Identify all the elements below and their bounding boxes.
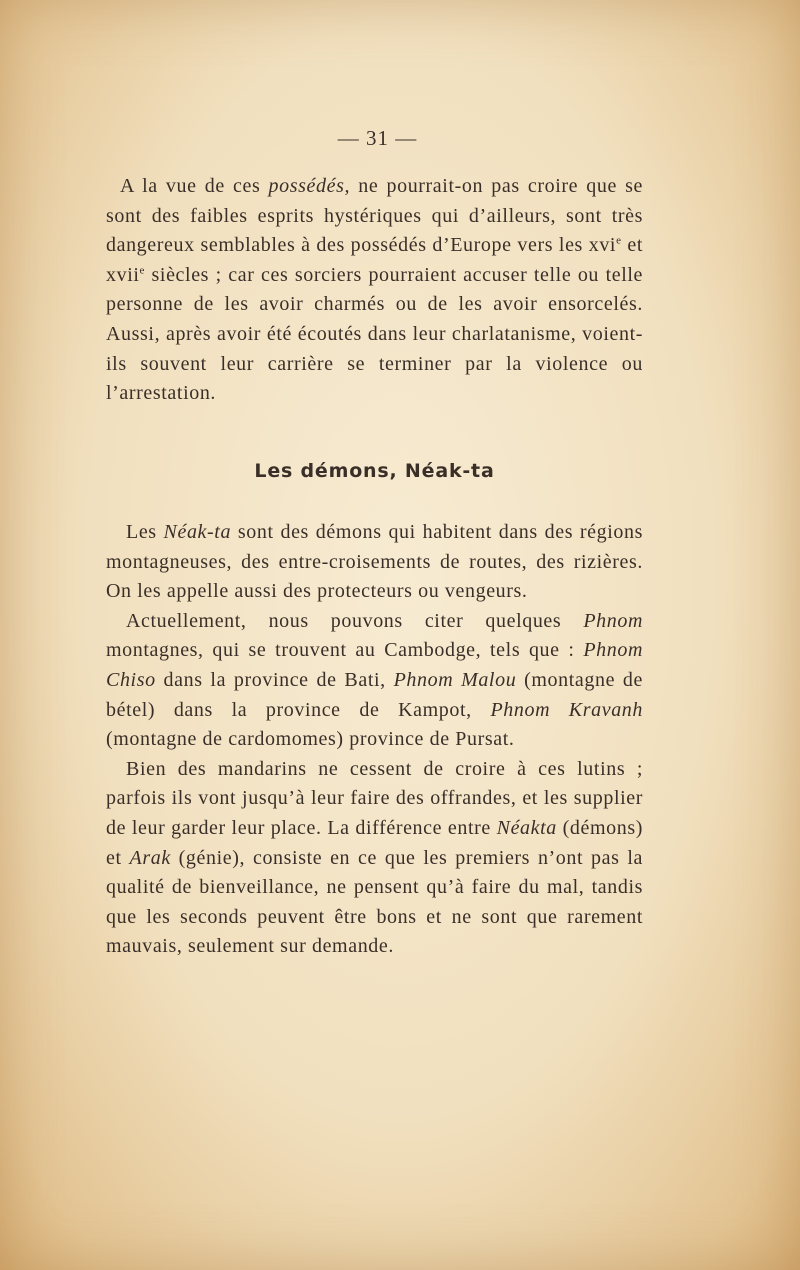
italic-term: Arak	[129, 846, 171, 869]
section-sorciers	[106, 172, 643, 409]
italic-term: possédés,	[268, 175, 351, 197]
text-run: A la vue de ces	[120, 175, 269, 197]
paragraph-definition	[106, 518, 643, 607]
superscript: e	[139, 264, 145, 277]
text-run: sont des démons qui habitent dans des régions montagneuses, des entre-croisements de routes, des rizières. On les appelle aussi des protecteurs ou vengeurs.	[106, 521, 643, 603]
text-run: Bien des mandarins ne cessent de croire à ces lutins ; parfois ils vont jusqu’à leur faire des offrandes, et les supplier de leur garder leur place. La différence entre	[106, 757, 643, 839]
text-run: (montagne de bétel) dans la province de Kampot,	[106, 668, 643, 721]
text-run: dans la province de Bati,	[155, 668, 394, 691]
text-run: (génie), consiste en ce que les premiers n’ont pas la qualité de bienveillance, ne pensent qu’à faire du mal, tandis que les seconds peuvent être bons et ne sont que rarement mauvais, seulement sur demande.	[106, 846, 643, 958]
text-run: Les	[126, 521, 164, 543]
section-heading: Les démons, Néak-ta	[254, 460, 495, 482]
italic-term: Phnom Malou	[393, 668, 517, 691]
paragraph-phnom	[106, 607, 643, 755]
paragraph-possedes	[106, 172, 643, 409]
paragraph-mandarins	[106, 755, 643, 962]
italic-term: Néakta	[496, 816, 557, 839]
text-run: montagnes, qui se trouvent au Cambodge, tels que :	[106, 639, 584, 662]
section-neak-ta	[106, 518, 643, 962]
text-run: et xvii	[106, 234, 643, 286]
superscript: e	[616, 234, 622, 247]
text-run: ne pourrait-on pas croire que se sont des faibles esprits hystériques qui d’ailleurs, sont très dangereux semblables à des possédés d’Europe vers les xvi	[106, 175, 643, 257]
italic-term: Phnom Chiso	[106, 639, 643, 691]
italic-term: Phnom	[583, 609, 643, 632]
page-number: — 31 —	[337, 126, 418, 150]
italic-term: Néak-ta	[163, 521, 232, 543]
text-run: siècles ; car ces sorciers pourraient accuser telle ou telle personne de les avoir charmés ou de les avoir ensorcelés. Aussi, après avoir été écoutés dans leur charlatanisme, voient-ils souvent leur carrière se terminer par la violence ou l’arrestation.	[106, 263, 643, 405]
italic-term: Phnom Kravanh	[490, 698, 644, 721]
text-run: (démons) et	[106, 816, 643, 869]
text-run: (montagne de cardomomes) province de Pursat.	[106, 728, 515, 751]
text-run: Actuellement, nous pouvons citer quelques	[126, 609, 584, 632]
